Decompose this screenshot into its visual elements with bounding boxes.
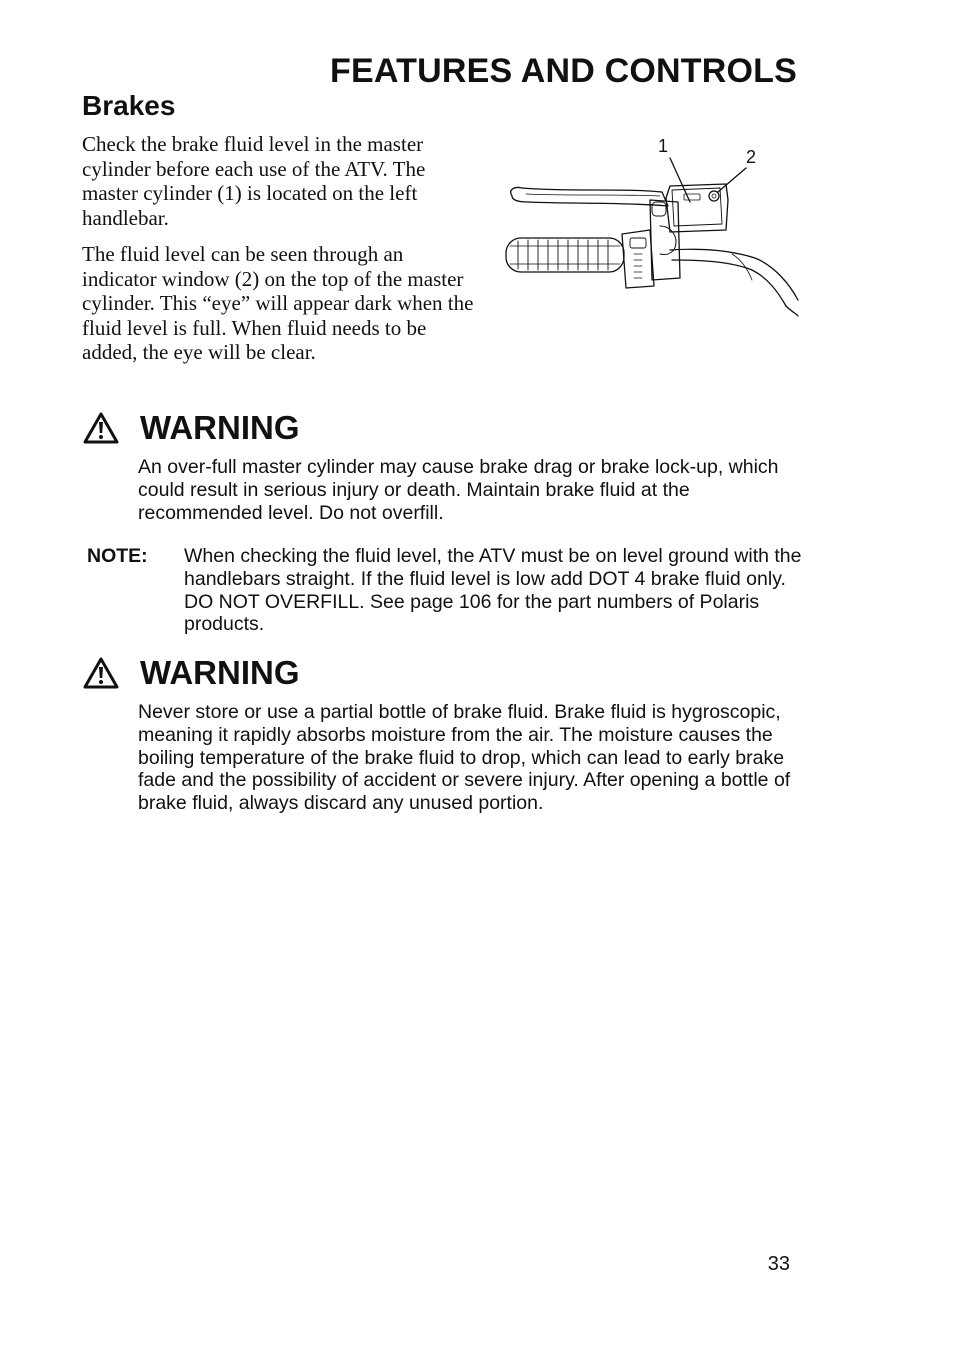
note-text: When checking the fluid level, the ATV must be on level ground with the handlebars straight. If the fluid level is low add DOT 4 brake fluid only. DO NOT OVERFILL. See page 106 for the part numbers of Polaris products. <box>184 545 802 636</box>
warning-2-heading <box>82 653 300 693</box>
warning-1-text: An over-full master cylinder may cause brake drag or brake lock-up, which could result in serious injury or death. Maintain brake fluid at the recommended level. Do not overfill. <box>138 456 779 524</box>
page-title: FEATURES AND CONTROLS <box>330 52 797 90</box>
warning-1-heading <box>82 408 300 448</box>
page-number: 33 <box>767 1253 790 1275</box>
intro-paragraph-1: Check the brake fluid level in the master cylinder before each use of the ATV. The master cylinder (1) is located on the left handlebar. <box>82 132 426 230</box>
warning-triangle-icon <box>82 411 120 445</box>
warning-1-label: WARNING <box>140 409 300 446</box>
note-label: NOTE: <box>87 545 148 567</box>
callout-2: 2 <box>746 147 757 167</box>
warning-2-label: WARNING <box>140 654 300 691</box>
warning-triangle-icon <box>82 656 120 690</box>
section-title: Brakes <box>82 90 176 121</box>
brake-master-cylinder-illustration <box>500 130 800 325</box>
warning-2-text: Never store or use a partial bottle of brake fluid. Brake fluid is hygroscopic, meaning it rapidly absorbs moisture from the air. The moisture causes the boiling temperature of the brake fluid to drop, which can lead to early brake fade and the possibility of accident or severe injury. After opening a bottle of brake fluid, always discard any unused portion. <box>138 701 791 815</box>
callout-1: 1 <box>658 136 669 156</box>
intro-paragraph-2: The fluid level can be seen through an indicator window (2) on the top of the master cylinder. This “eye” will appear dark when the fluid level is full. When fluid needs to be added, the eye will be clear. <box>82 242 474 364</box>
